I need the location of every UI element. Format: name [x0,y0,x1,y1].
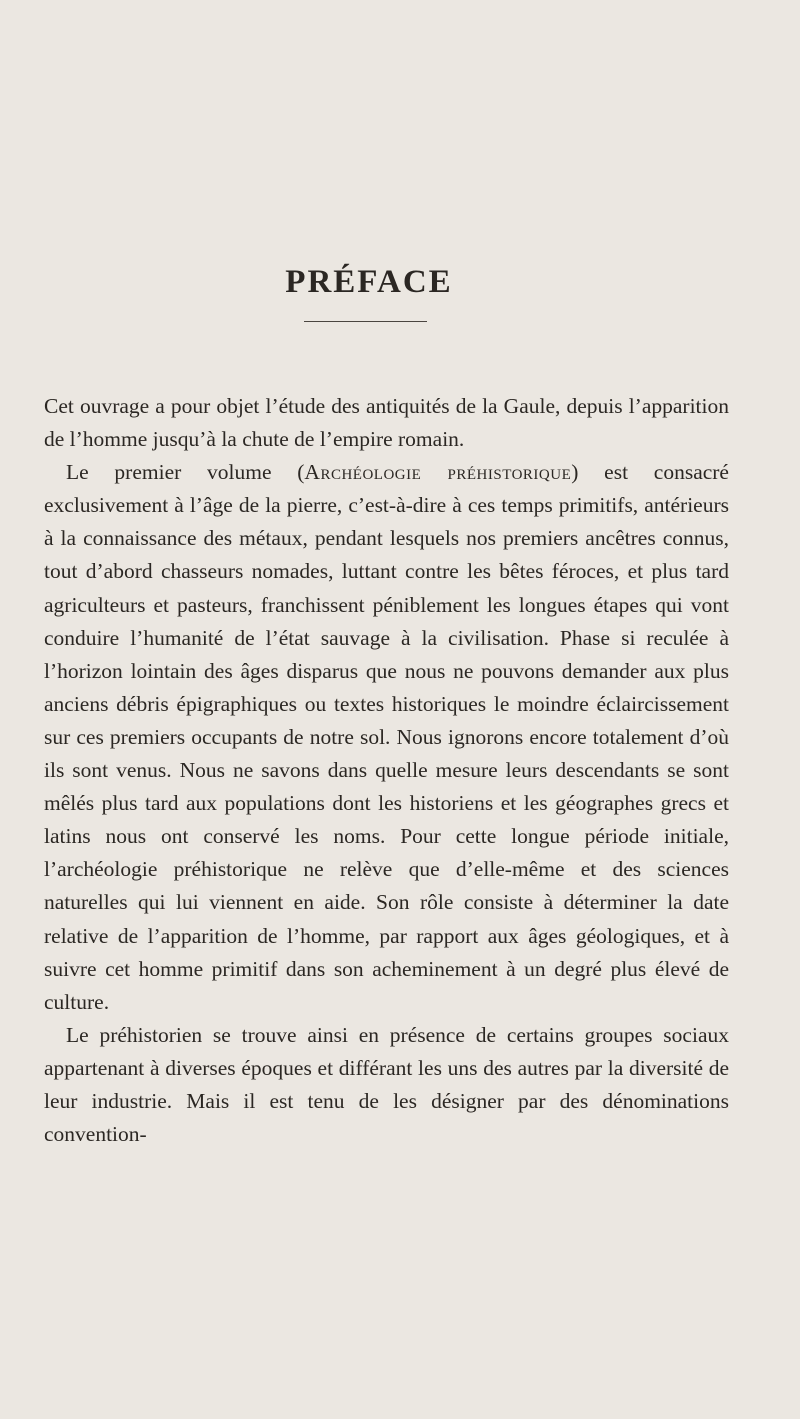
body-text [44,390,729,1151]
volume-title: Archéologie préhistorique [304,460,572,485]
paragraph-2 [44,456,729,1019]
paragraph-2-rest: ) est consacré exclusivement à l’âge de la pierre, c’est-à-dire à ces temps primitifs, antérieurs à la connaissance des métaux, pendant lesquels nos premiers ancêtres connus, tout d’abord chasseurs nomades, luttant contre les bêtes féroces, et plus tard agriculteurs et pasteurs, franchissent péniblement les longues étapes qui vont conduire l’humanité de l’état sauvage à la civilisation. Phase si reculée à l’horizon lointain des âges disparus que nous ne pouvons demander aux plus anciens débris épigraphiques ou textes historiques le moindre éclaircissement sur ces premiers occupants de notre sol. Nous ignorons encore totalement d’où ils sont venus. Nous ne savons dans quelle mesure leurs descendants se sont mêlés plus tard aux populations dont les historiens et les géographes grecs et latins nous ont conservé les noms. Pour cette longue période initiale, l’archéologie préhistorique ne relève que d’elle-même et des sciences naturelles qui lui viennent en aide. Son rôle consiste à déterminer la date relative de l’apparition de l’homme, par rapport aux âges géologiques, et à suivre cet homme primitif dans son acheminement à un degré plus élevé de culture. [44,460,729,1014]
paragraph-1: Cet ouvrage a pour objet l’étude des antiquités de la Gaule, depuis l’apparition de l’homme jusqu’à la chute de l’empire romain. [44,394,729,452]
paragraph-3: Le préhistorien se trouve ainsi en présence de certains groupes sociaux appartenant à diverses époques et différant les uns des autres par la diversité de leur industrie. Mais il est tenu de les désigner par des dénominations convention- [44,1022,729,1147]
title-divider [304,321,427,322]
paragraph-2-start: Le premier volume ( [66,460,305,485]
page-title: PRÉFACE [285,264,453,301]
